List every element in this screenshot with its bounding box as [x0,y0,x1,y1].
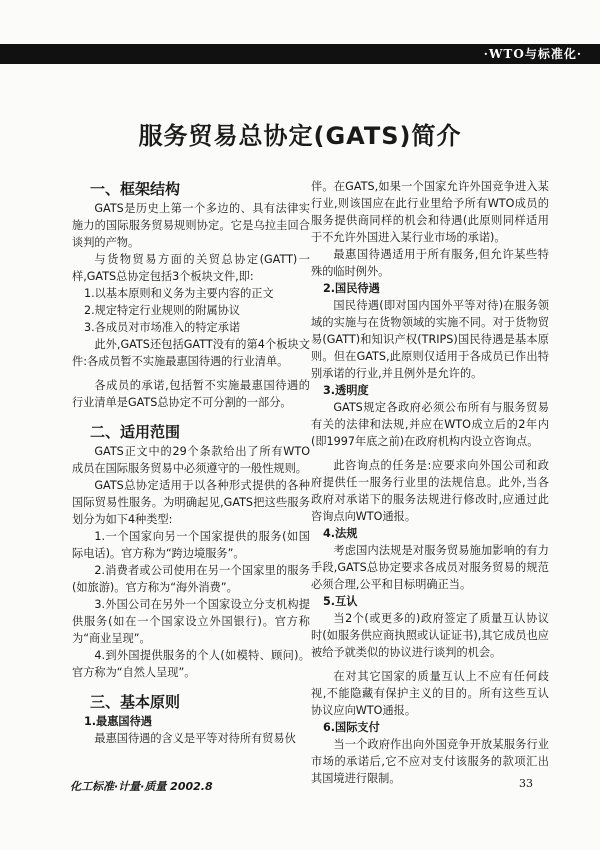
list-item: 2.规定特定行业规则的附属协议 [84,304,241,317]
paragraph: 国民待遇(即对国内国外平等对待)在服务领域的实施与在货物领域的实施不同。对于货物贸易(GATT)和知识产权(TRIPS)国民待遇是基本原则。但在GATS,此原则仅适用于各成员已作出特别承诺的行业,并且例外是允许的。 [311,299,549,380]
paragraph: 与货物贸易方面的关贸总协定(GATT)一样,GATS总协定包括3个板块文件,即: [72,253,310,283]
paragraph: 最惠国待遇适用于所有服务,但允许某些特殊的临时例外。 [311,248,549,278]
section-heading-scope: 二、适用范围 [90,423,181,441]
section-heading-principles: 三、基本原则 [90,693,181,711]
subheading-transparency: 3.透明度 [323,384,369,397]
section-heading-framework: 一、框架结构 [90,180,181,198]
paragraph: 考虑国内法规是对服务贸易施加影响的有力手段,GATS总协定要求各成员对服务贸易的规范必须合理,公平和目标明确正当。 [311,544,549,591]
left-column [72,178,310,747]
list-item: 1.一个国家向另一个国家提供的服务(如国际电话)。官方称为“跨边境服务”。 [72,530,310,560]
list-item: 4.到外国提供服务的个人(如模特、顾问)。官方称为“自然人呈现”。 [72,649,310,679]
subheading-regulations: 4.法规 [323,527,358,540]
paragraph: 伴。在GATS,如果一个国家允许外国竞争进入某行业,则该国应在此行业里给予所有WTO成员的服务提供商同样的机会和待遇(此原则同样适用于不允许外国进入某行业市场的承诺)。 [311,180,549,244]
paragraph: GATS规定各政府必须公布所有与服务贸易有关的法律和法规,并应在WTO成立后的2年内(即1997年底之前)在政府机构内设立咨询点。 [311,401,549,448]
subheading-payments: 6.国际支付 [323,721,380,734]
subheading-mfn: 1.最惠国待遇 [84,715,152,728]
article-title: 服务贸易总协定(GATS)简介 [138,122,462,150]
right-column [311,178,549,787]
paragraph: GATS正文中的29个条款给出了所有WTO成员在国际服务贸易中必须遵守的一般性规则。 [72,445,310,475]
paragraph: 在对其它国家的质量互认上不应有任何歧视,不能隐藏有保护主义的目的。所有这些互认协议应向WTO通报。 [311,670,549,717]
list-item: 3.各成员对市场准入的特定承诺 [84,321,241,334]
paragraph: 当2个(或更多的)政府签定了质量互认协议时(如服务供应商执照或认证证书),其它成员也应被给予就类似的协议进行谈判的机会。 [311,612,549,659]
subheading-national-treatment: 2.国民待遇 [323,282,380,295]
footer-journal: 化工标准·计量·质量 2002.8 [70,780,213,793]
paragraph: 此咨询点的任务是:应要求向外国公司和政府提供任一服务行业里的法规信息。此外,当各政府对承诺下的服务法规进行修改时,应通过此咨询点向WTO通报。 [311,459,549,523]
paragraph: 当一个政府作出向外国竞争开放某服务行业市场的承诺后,它不应对支付该服务的款项汇出其国境进行限制。 [311,738,549,785]
paragraph: 各成员的承诺,包括暂不实施最惠国待遇的行业清单是GATS总协定不可分割的一部分。 [72,379,310,409]
running-title: ·WTO与标准化· [483,47,582,61]
paragraph: 最惠国待遇的含义是平等对待所有贸易伙 [94,732,296,745]
subheading-recognition: 5.互认 [323,595,358,608]
list-item: 1.以基本原则和义务为主要内容的正文 [84,287,274,300]
paragraph: GATS总协定适用于以各种形式提供的各种国际贸易性服务。为明确起见,GATS把这些服务划分为如下4种类型: [72,479,310,526]
page-number: 33 [519,777,533,790]
paragraph: 此外,GATS还包括GATT没有的第4个板块文件:各成员暂不实施最惠国待遇的行业清单。 [72,338,310,368]
list-item: 3.外国公司在另外一个国家设立分支机构提供服务(如在一个国家设立外国银行)。官方称为“商业呈现”。 [72,598,310,645]
list-item: 2.消费者或公司使用在另一个国家里的服务(如旅游)。官方称为“海外消费”。 [72,564,310,594]
paragraph: GATS是历史上第一个多边的、具有法律实施力的国际服务贸易规则协定。它是乌拉圭回合谈判的产物。 [72,202,310,249]
